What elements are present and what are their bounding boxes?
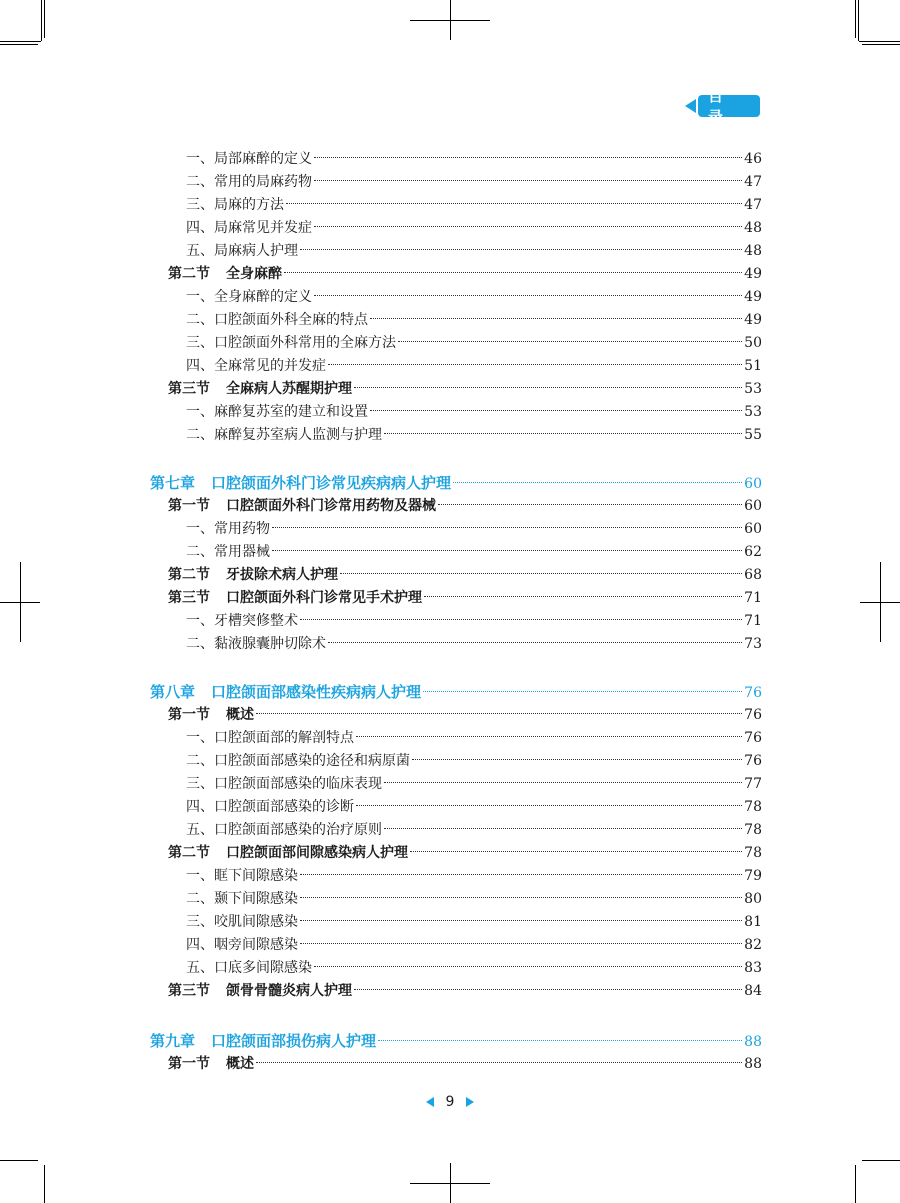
toc-header-label: 目 录 xyxy=(698,95,760,117)
header-arrow-icon xyxy=(685,99,696,113)
dot-leader xyxy=(356,736,742,737)
dot-leader xyxy=(328,642,742,643)
section-title: 全身麻醉 xyxy=(226,266,282,282)
item-title: 二、常用器械 xyxy=(186,544,270,560)
item-title: 一、常用药物 xyxy=(186,521,270,537)
item-title: 二、颞下间隙感染 xyxy=(186,891,298,907)
page-ref: 55 xyxy=(744,427,762,443)
page-ref: 84 xyxy=(744,983,762,999)
toc-section[interactable] xyxy=(168,842,762,864)
toc-item[interactable] xyxy=(186,750,762,772)
dot-leader xyxy=(286,203,742,204)
chapter-title: 口腔颌面部损伤病人护理 xyxy=(211,1032,377,1050)
chapter-title: 口腔颌面外科门诊常见疾病病人护理 xyxy=(211,474,452,492)
section-number: 第三节 xyxy=(168,983,210,999)
toc-chapter[interactable] xyxy=(150,472,762,494)
dot-leader xyxy=(410,851,742,852)
page-ref: 77 xyxy=(744,776,762,792)
section-number: 第一节 xyxy=(168,498,210,514)
dot-leader xyxy=(340,573,742,574)
dot-leader xyxy=(300,619,742,620)
toc-item[interactable] xyxy=(186,819,762,841)
dot-leader xyxy=(423,691,742,692)
item-title: 一、眶下间隙感染 xyxy=(186,868,298,884)
toc-section[interactable] xyxy=(168,564,762,586)
dot-leader xyxy=(300,897,742,898)
toc-section[interactable] xyxy=(168,704,762,726)
section-number: 第一节 xyxy=(168,1056,210,1072)
dot-leader xyxy=(384,782,742,783)
toc-section[interactable] xyxy=(168,378,762,400)
section-title: 概述 xyxy=(226,707,254,723)
dot-leader xyxy=(384,433,742,434)
toc-item[interactable] xyxy=(186,888,762,910)
toc-item[interactable] xyxy=(186,309,762,331)
section-number: 第二节 xyxy=(168,845,210,861)
page-ref: 48 xyxy=(744,243,762,259)
toc-item[interactable] xyxy=(186,424,762,446)
section-number: 第二节 xyxy=(168,567,210,583)
page-ref: 49 xyxy=(744,312,762,328)
page-ref: 47 xyxy=(744,174,762,190)
page-ref: 53 xyxy=(744,404,762,420)
page-ref: 78 xyxy=(744,822,762,838)
dot-leader xyxy=(314,157,742,158)
chapter-number: 第八章 xyxy=(150,683,196,701)
item-title: 一、牙槽突修整术 xyxy=(186,613,298,629)
chapter-title: 口腔颌面部感染性疾病病人护理 xyxy=(211,683,422,701)
page-ref: 73 xyxy=(744,636,762,652)
page-ref: 78 xyxy=(744,799,762,815)
toc-section[interactable] xyxy=(168,980,762,1002)
page-ref: 80 xyxy=(744,891,762,907)
prev-page-arrow-icon xyxy=(426,1097,434,1107)
item-title: 二、麻醉复苏室病人监测与护理 xyxy=(186,427,382,443)
item-title: 二、口腔颌面部感染的途径和病原菌 xyxy=(186,753,410,769)
page-ref: 76 xyxy=(744,685,762,701)
toc-item[interactable] xyxy=(186,332,762,354)
item-title: 五、口腔颌面部感染的治疗原则 xyxy=(186,822,382,838)
toc-item[interactable] xyxy=(186,610,762,632)
section-title: 口腔颌面外科门诊常用药物及器械 xyxy=(226,498,436,514)
toc-item[interactable] xyxy=(186,957,762,979)
page-number: 9 xyxy=(445,1094,455,1110)
toc-section[interactable] xyxy=(168,1053,762,1075)
item-title: 三、局麻的方法 xyxy=(186,197,284,213)
dot-leader xyxy=(300,874,742,875)
toc-item[interactable] xyxy=(186,355,762,377)
dot-leader xyxy=(314,180,742,181)
chapter-number: 第七章 xyxy=(150,474,196,492)
dot-leader xyxy=(314,966,742,967)
toc-item[interactable] xyxy=(186,633,762,655)
dot-leader xyxy=(256,713,742,714)
section-title: 全麻病人苏醒期护理 xyxy=(226,381,352,397)
dot-leader xyxy=(398,341,742,342)
page-ref: 60 xyxy=(744,498,762,514)
page-ref: 71 xyxy=(744,613,762,629)
page-ref: 82 xyxy=(744,937,762,953)
toc-item[interactable] xyxy=(186,286,762,308)
dot-leader xyxy=(314,226,742,227)
page-ref: 76 xyxy=(744,753,762,769)
toc-item[interactable] xyxy=(186,518,762,540)
page-ref: 49 xyxy=(744,289,762,305)
section-title: 牙拔除术病人护理 xyxy=(226,567,338,583)
toc-item[interactable] xyxy=(186,240,762,262)
page-ref: 71 xyxy=(744,590,762,606)
page-ref: 48 xyxy=(744,220,762,236)
item-title: 三、咬肌间隙感染 xyxy=(186,914,298,930)
toc-item[interactable] xyxy=(186,171,762,193)
item-title: 三、口腔颌面外科常用的全麻方法 xyxy=(186,335,396,351)
page-ref: 83 xyxy=(744,960,762,976)
item-title: 二、口腔颌面外科全麻的特点 xyxy=(186,312,368,328)
section-number: 第一节 xyxy=(168,707,210,723)
toc-item[interactable] xyxy=(186,911,762,933)
dot-leader xyxy=(300,920,742,921)
toc-item[interactable] xyxy=(186,194,762,216)
toc-item[interactable] xyxy=(186,796,762,818)
dot-leader xyxy=(256,1062,742,1063)
section-number: 第二节 xyxy=(168,266,210,282)
toc-item[interactable] xyxy=(186,727,762,749)
page-ref: 50 xyxy=(744,335,762,351)
item-title: 二、常用的局麻药物 xyxy=(186,174,312,190)
dot-leader xyxy=(272,550,742,551)
toc-item[interactable] xyxy=(186,773,762,795)
item-title: 五、口底多间隙感染 xyxy=(186,960,312,976)
dot-leader xyxy=(354,387,742,388)
item-title: 一、麻醉复苏室的建立和设置 xyxy=(186,404,368,420)
page-ref: 88 xyxy=(744,1034,762,1050)
toc-item[interactable] xyxy=(186,217,762,239)
page-ref: 62 xyxy=(744,544,762,560)
dot-leader xyxy=(378,1040,742,1041)
dot-leader xyxy=(328,364,742,365)
page-ref: 60 xyxy=(744,476,762,492)
item-title: 四、咽旁间隙感染 xyxy=(186,937,298,953)
toc-section[interactable] xyxy=(168,587,762,609)
next-page-arrow-icon xyxy=(466,1097,474,1107)
dot-leader xyxy=(453,482,742,483)
chapter-number: 第九章 xyxy=(150,1032,196,1050)
dot-leader xyxy=(370,318,742,319)
page-ref: 46 xyxy=(744,151,762,167)
dot-leader xyxy=(354,989,742,990)
item-title: 一、全身麻醉的定义 xyxy=(186,289,312,305)
toc-item[interactable] xyxy=(186,865,762,887)
toc-item[interactable] xyxy=(186,934,762,956)
section-title: 口腔颌面部间隙感染病人护理 xyxy=(226,845,408,861)
item-title: 四、口腔颌面部感染的诊断 xyxy=(186,799,354,815)
page-ref: 79 xyxy=(744,868,762,884)
page-ref: 47 xyxy=(744,197,762,213)
page-ref: 51 xyxy=(744,358,762,374)
item-title: 二、黏液腺囊肿切除术 xyxy=(186,636,326,652)
item-title: 一、局部麻醉的定义 xyxy=(186,151,312,167)
section-title: 概述 xyxy=(226,1056,254,1072)
item-title: 四、局麻常见并发症 xyxy=(186,220,312,236)
dot-leader xyxy=(412,759,742,760)
page-ref: 53 xyxy=(744,381,762,397)
page-ref: 78 xyxy=(744,845,762,861)
page-ref: 88 xyxy=(744,1056,762,1072)
dot-leader xyxy=(384,828,742,829)
page-ref: 76 xyxy=(744,707,762,723)
dot-leader xyxy=(300,249,742,250)
item-title: 四、全麻常见的并发症 xyxy=(186,358,326,374)
toc-chapter[interactable] xyxy=(150,681,762,703)
dot-leader xyxy=(300,943,742,944)
toc-item[interactable] xyxy=(186,541,762,563)
section-number: 第三节 xyxy=(168,381,210,397)
item-title: 一、口腔颌面部的解剖特点 xyxy=(186,730,354,746)
toc-item[interactable] xyxy=(186,401,762,423)
item-title: 五、局麻病人护理 xyxy=(186,243,298,259)
dot-leader xyxy=(370,410,742,411)
section-title: 颌骨骨髓炎病人护理 xyxy=(226,983,352,999)
page-ref: 81 xyxy=(744,914,762,930)
page-ref: 68 xyxy=(744,567,762,583)
section-title: 口腔颌面外科门诊常见手术护理 xyxy=(226,590,422,606)
dot-leader xyxy=(356,805,742,806)
page-ref: 60 xyxy=(744,521,762,537)
dot-leader xyxy=(438,504,742,505)
toc-item[interactable] xyxy=(186,148,762,170)
page-ref: 76 xyxy=(744,730,762,746)
dot-leader xyxy=(314,295,742,296)
toc-chapter[interactable] xyxy=(150,1030,762,1052)
item-title: 三、口腔颌面部感染的临床表现 xyxy=(186,776,382,792)
dot-leader xyxy=(424,596,742,597)
dot-leader xyxy=(272,527,742,528)
toc-section[interactable] xyxy=(168,495,762,517)
toc-section[interactable] xyxy=(168,263,762,285)
page-footer xyxy=(0,1094,900,1110)
dot-leader xyxy=(284,272,742,273)
section-number: 第三节 xyxy=(168,590,210,606)
page-ref: 49 xyxy=(744,266,762,282)
